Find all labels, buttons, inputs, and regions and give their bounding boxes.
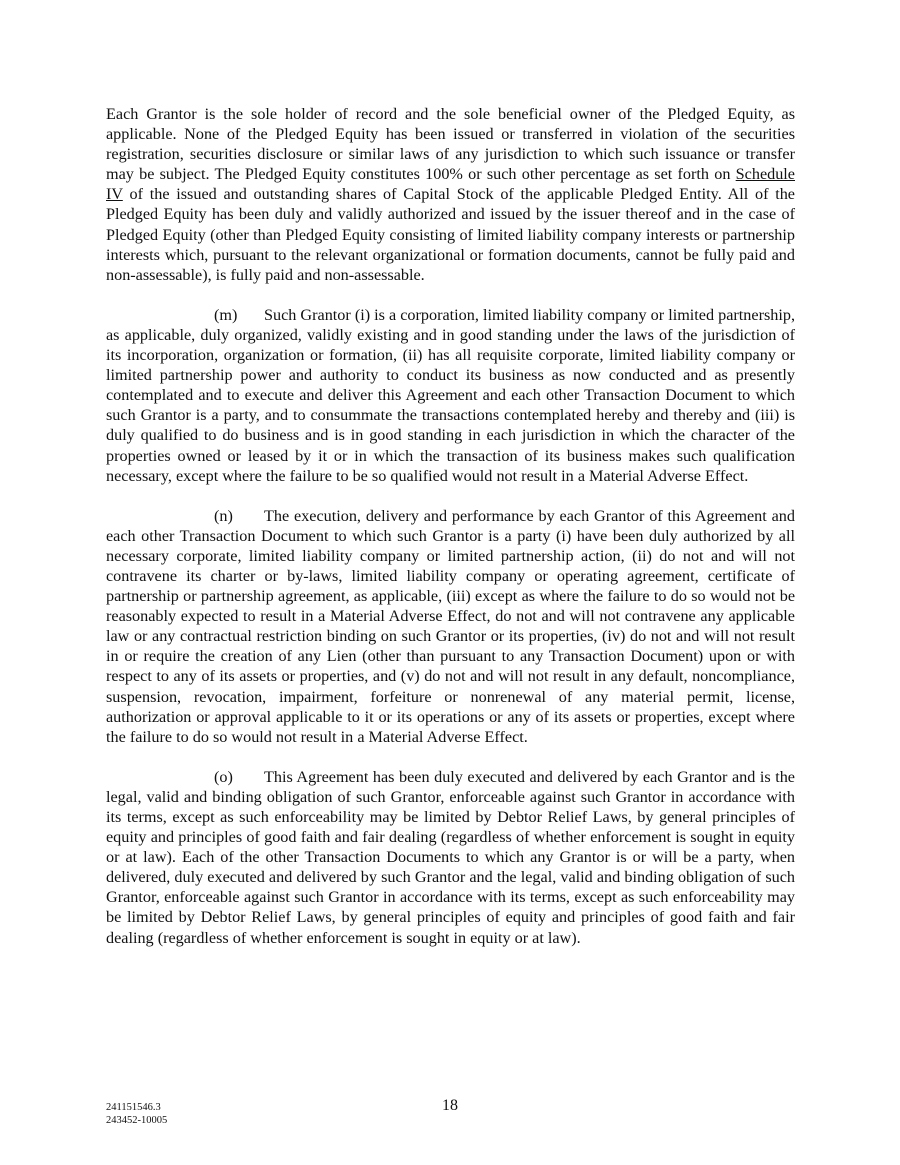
paragraph-marker: (n) [214,506,233,525]
paragraph-text: Such Grantor (i) is a corporation, limited liability company or limited partnership, as applicable, duly organized, validly existing and in good standing under the laws of the jurisdiction of its incorporation, organization or formation, (ii) has all requisite corporate, limited liability company or limited partnership power and authority to conduct its business as now conducted and as presently contemplated and to execute and deliver this Agreement and each other Transaction Document to which such Grantor is a party, and to consummate the transactions contemplated hereby and thereby and (iii) is duly qualified to do business and is in good standing in each jurisdiction in which the character of the properties owned or leased by it or in which the transaction of its business makes such qualification necessary, except where the failure to be so qualified would not result in a Material Adverse Effect. [106,305,795,485]
paragraph-text: This Agreement has been duly executed and delivered by each Grantor and is the legal, valid and binding obligation of such Grantor, enforceable against such Grantor in accordance with its terms, except as such enforceability may be limited by Debtor Relief Laws, by general principles of equity and principles of good faith and fair dealing (regardless of whether enforcement is sought in equity or at law). Each of the other Transaction Documents to which any Grantor is or will be a party, when delivered, duly executed and delivered by such Grantor and the legal, valid and binding obligation of such Grantor, enforceable against such Grantor in accordance with its terms, except as such enforceability may be limited by Debtor Relief Laws, by general principles of equity and principles of good faith and fair dealing (regardless of whether enforcement is sought in equity or at law). [106,767,795,947]
paragraph-text-part: Each Grantor is the sole holder of record and the sole beneficial owner of the Pledged Equity, as applicable. None of the Pledged Equity has been issued or transferred in violation of the securities registration, securities disclosure or similar laws of any jurisdiction to which such issuance or transfer may be subject. The Pledged Equity constitutes 100% or such other percentage as set forth on [106,105,795,184]
paragraph-text: The execution, delivery and performance by each Grantor of this Agreement and each other Transaction Document to which such Grantor is a party (i) have been duly authorized by all necessary corporate, limited liability company or limited partnership action, (ii) do not and will not contravene its charter or by-laws, limited liability company or operating agreement, certificate of partnership or partnership agreement, as applicable, (iii) except as where the failure to do so would not be reasonably expected to result in a Material Adverse Effect, do not and will not contravene any applicable law or any contractual restriction binding on such Grantor or its properties, (iv) do not and will not result in or require the creation of any Lien (other than pursuant to any Transaction Document) upon or with respect to any of its assets or properties, and (v) do not and will not result in any default, noncompliance, suspension, revocation, impairment, forfeiture or nonrenewal of any material permit, license, authorization or approval applicable to it or its operations or any of its assets or properties, except where the failure to do so would not result in a Material Adverse Effect. [106,506,795,746]
paragraph-m [106,305,795,486]
paragraph-n [106,506,795,747]
paragraph-text-part: of the issued and outstanding shares of Capital Stock of the applicable Pledged Entity. All of the Pledged Equity has been duly and validly authorized and issued by the issuer thereof and in the case of Pledged Equity (other than Pledged Equity consisting of limited liability company interests or partnership interests which, pursuant to the relevant organizational or formation documents, cannot be fully paid and non-assessable), is fully paid and non-assessable. [106,185,795,284]
page-number: 18 [442,1097,458,1114]
footer-doc-id: 241151546.3 [106,1102,161,1113]
document-body [106,104,795,968]
schedule-iv-reference: Schedule IV [106,165,795,204]
paragraph-marker: (m) [214,305,238,324]
footer-matter-id: 243452-10005 [106,1115,168,1126]
paragraph-marker: (o) [214,767,233,786]
paragraph-pledged-equity [106,104,795,285]
paragraph-o [106,767,795,948]
